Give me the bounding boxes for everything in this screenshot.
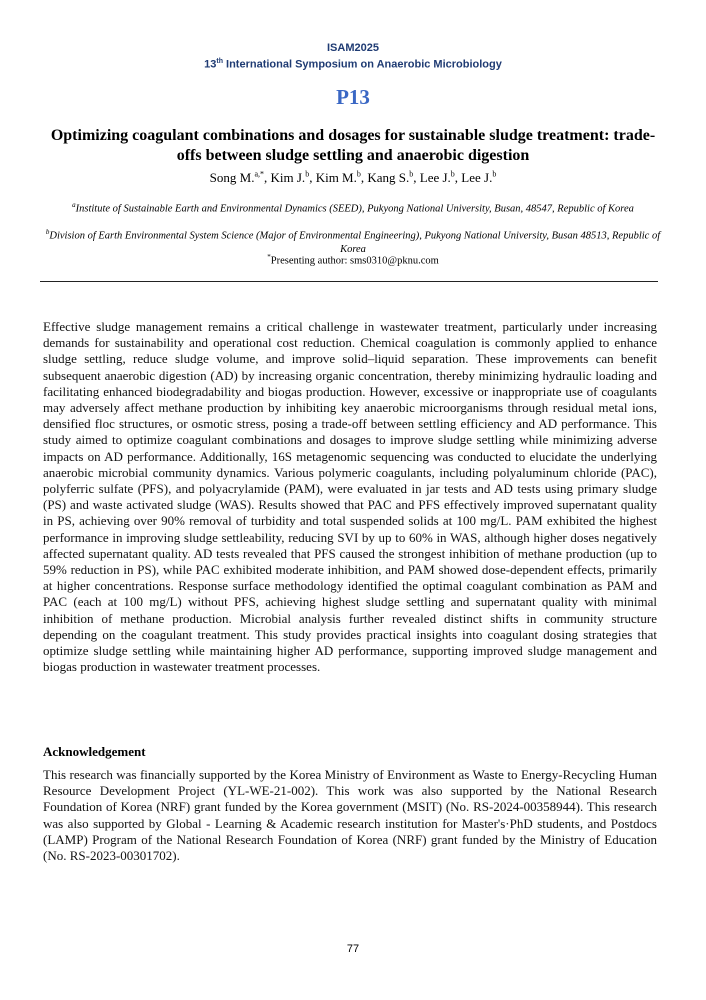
abstract-body: Effective sludge management remains a critical challenge in wastewater treatment, particularly under increasing demands for sustainability and operational cost reduction. Chemical coagulation is commonly applied to enhance sludge settling, reduce sludge volume, and improve solid–liquid separation. These improvements can benefit subsequent anaerobic digestion (AD) by increasing organic concentration, thereby minimizing hydraulic loading and facilitating enhanced biodegradability and biogas production. However, excessive or inappropriate use of coagulants may adversely affect methane production by inhibiting key anaerobic microorganisms through residual metal ions, densified floc structures, or osmotic stress, posing a trade-off between settling efficiency and AD performance. This study aimed to optimize coagulant combinations and dosages to improve sludge settling while minimizing adverse impacts on AD performance. Additionally, 16S metagenomic sequencing was conducted to elucidate the underlying anaerobic microbial community dynamics. Various polymeric coagulants, including polyaluminum chloride (PAC), polyferric sulfate (PFS), and polyacrylamide (PAM), were evaluated in jar tests and AD tests using primary sludge (PS) and waste activated sludge (WAS). Results showed that PAC and PFS effectively improved supernatant quality in PS, achieving over 90% removal of turbidity and total suspended solids at 100 mg/L. PAM exhibited the highest performance in improving sludge settleability, reducing SVI by up to 60% in WAS, although higher doses negatively affected supernatant quality. AD tests revealed that PFS caused the strongest inhibition of methane production (up to 59% reduction in PS), while PAC exhibited moderate inhibition, and PAM showed dose-dependent effects, primarily at higher concentrations. Response surface methodology identified the optimal coagulant combination as PAM and PAC (each at 100 mg/L) without PFS, achieving highest sludge settling and supernatant quality with minimal inhibition of methane production. Microbial analysis further revealed distinct shifts in community structure depending on the coagulant treatment. This study provides practical insights into coagulant dosing strategies that optimize sludge settling while maintaining higher AD performance, supporting improved sludge management and biogas production in wastewater treatment processes. xyxy=(43,319,657,675)
author: Kim M.$^b$, xyxy=(315,170,368,186)
conference-ordinal-suffix: th xyxy=(216,58,223,65)
page-number: 77 xyxy=(346,943,360,955)
header-divider xyxy=(40,281,658,282)
author: Lee J.$^b$ xyxy=(461,170,497,186)
acknowledgement-heading: Acknowledgement xyxy=(43,744,146,759)
author: Song M.$^{a,*}$, xyxy=(209,170,271,186)
acknowledgement-body: This research was financially supported by the Korea Ministry of Environment as Waste to Energy-Recycling Human Resource Development Project (YL-WE-21-002). This work was also supported by the National Research Foundation of Korea (NRF) grant funded by the Korea government (MSIT) (No. RS-2024-00358944). This research was also supported by Global - Learning & Academic research institution for Master's·PhD students, and Postdocs (LAMP) Program of the National Research Foundation of Korea (NRF) grant funded by the Ministry of Education (No. RS-2023-00301702). xyxy=(43,767,657,864)
affiliation-b: $^b$Division of Earth Environmental System Science (Major of Environmental Engineering), Pukyong National University, Busan 48513, Republic of Korea xyxy=(45,228,661,255)
author: Kang S.$^b$, xyxy=(367,170,420,186)
affiliation-a: $^a$Institute of Sustainable Earth and Environmental Dynamics (SEED), Pukyong National University, Busan, 48547, Republic of Korea xyxy=(72,201,634,215)
author: Lee J.$^b$, xyxy=(419,170,462,186)
paper-title: Optimizing coagulant combinations and dosages for sustainable sludge treatment: trade-offs between sludge settling and anaerobic digestion xyxy=(50,127,656,164)
conference-short-name: ISAM2025 xyxy=(327,42,379,54)
presenting-author: *Presenting author: sms0310@pknu.com xyxy=(267,253,439,267)
poster-id: P13 xyxy=(336,85,370,109)
conference-full-name xyxy=(0,58,706,71)
conference-ordinal: 13 xyxy=(204,58,217,71)
author: Kim J.$^b$, xyxy=(270,170,316,186)
author-list xyxy=(40,170,666,186)
conference-name: International Symposium on Anaerobic Microbiology xyxy=(222,58,502,71)
